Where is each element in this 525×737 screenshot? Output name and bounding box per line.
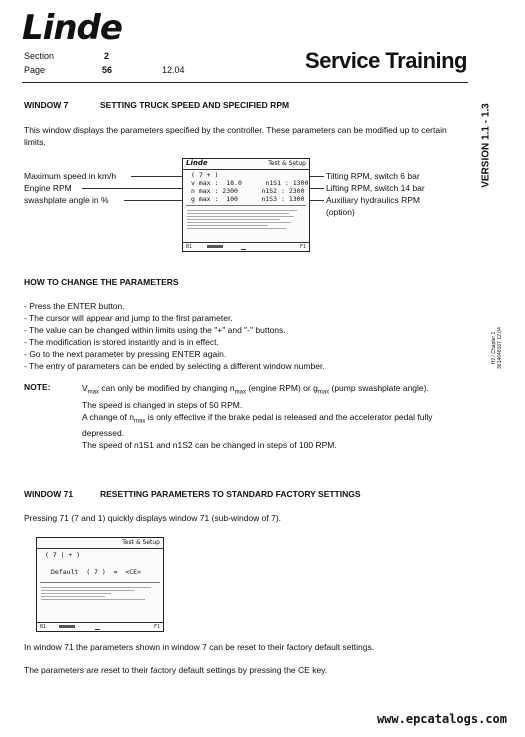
window71-number: WINDOW 71 (24, 489, 74, 499)
status-icon (241, 244, 246, 250)
display-fine-print (187, 208, 303, 231)
display-row: v max : 18.0 n1S1 : 1300 (191, 179, 309, 187)
note-label: NOTE: (24, 382, 51, 392)
list-item: - The modification is stored instantly and is in effect. (24, 337, 219, 347)
window7-title: SETTING TRUCK SPEED AND SPECIFIED RPM (100, 100, 290, 110)
display-footer-right: F1 (299, 244, 306, 250)
window71-para1: In window 71 the parameters shown in window 7 can be reset to their factory default settings. (24, 642, 375, 652)
list-item: - The cursor will appear and jump to the first parameter. (24, 313, 233, 323)
display-logo: Linde (186, 159, 208, 167)
display-mode: Test & Setup (268, 160, 306, 167)
list-item: - Go to the next parameter by pressing ENTER again. (24, 349, 227, 359)
display-footer (37, 622, 163, 631)
display-header (37, 538, 163, 549)
note-line: The speed of n1S1 and n1S2 can be changed in steps of 100 RPM. (82, 440, 337, 451)
label-swashplate-angle: swashplate angle in % (24, 195, 109, 205)
label-lifting-rpm: Lifting RPM, switch 14 bar (326, 183, 425, 193)
display-default-line: Default ( 7 ) = <CE> (51, 568, 142, 576)
note-text (82, 382, 472, 451)
document-reference: H2 / Chapter 1 3614648167 12.04 (491, 327, 503, 369)
change-heading: HOW TO CHANGE THE PARAMETERS (24, 277, 179, 287)
date: 12.04 (162, 65, 185, 75)
display-window-number: ( 7 | + ) (45, 551, 81, 559)
label-max-speed: Maximum speed in km/h (24, 171, 117, 181)
window71-intro: Pressing 71 (7 and 1) quickly displays window 71 (sub-window of 7). (24, 513, 282, 523)
display-fine-print (41, 585, 157, 602)
section-value: 2 (104, 51, 110, 61)
display-divider (40, 582, 160, 583)
leader-line (131, 176, 185, 177)
window71-display (36, 537, 164, 632)
list-item: - The entry of parameters can be ended by selecting a different window number. (24, 361, 325, 371)
display-row: n max : 2300 n1S2 : 2300 (191, 187, 305, 195)
note-line: depressed. (82, 428, 125, 439)
display-footer-left: B1 (186, 244, 193, 250)
display-footer-left: B1 (40, 624, 47, 630)
window7-intro: This window displays the parameters specified by the controller. These parameters can be modified up to certain limits. (24, 125, 447, 147)
battery-icon (59, 625, 75, 628)
display-header (183, 159, 309, 170)
display-mode: Test & Setup (122, 539, 160, 546)
note-line: $V_{max}$ can only be modified by changing $n_{max}$ (engine RPM) or $g_{max}$ (pump swashplate angle). (82, 383, 429, 396)
leader-line (124, 200, 185, 201)
version-label: VERSION 1.1 - 1.3 (480, 103, 492, 188)
window7-display (182, 158, 310, 252)
window7-number: WINDOW 7 (24, 100, 69, 110)
linde-logo: Linde (22, 8, 122, 48)
section-label: Section (24, 51, 55, 61)
label-engine-rpm: Engine RPM (24, 183, 72, 193)
display-footer-right: F1 (153, 624, 160, 630)
service-training-title: Service Training (305, 48, 467, 73)
display-window-number: ( 7 + ) (191, 171, 219, 179)
note-line: The speed is changed in steps of 50 RPM. (82, 399, 243, 410)
leader-line (82, 188, 185, 189)
page-value: 56 (102, 65, 113, 75)
window71-para2: The parameters are reset to their factory default settings by pressing the CE key. (24, 665, 328, 675)
label-tilting-rpm: Tilting RPM, switch 6 bar (326, 171, 420, 181)
display-footer (183, 242, 309, 251)
display-row: g max : 100 n1S3 : 1300 (191, 195, 305, 203)
list-item: - Press the ENTER button. (24, 301, 125, 311)
label-auxiliary-rpm: Auxiliary hydraulics RPM (326, 195, 420, 205)
battery-icon (207, 245, 223, 248)
website-url[interactable]: www.epcatalogs.com (376, 712, 507, 726)
status-icon (95, 624, 100, 630)
list-item: - The value can be changed within limits using the "+" and "-" buttons. (24, 325, 286, 335)
note-line: A change of $n_{max}$ is only effective if the brake pedal is released and the accelerator pedal fully (82, 411, 433, 425)
label-option: (option) (326, 207, 355, 217)
change-steps (24, 300, 470, 372)
window71-title: RESETTING PARAMETERS TO STANDARD FACTORY SETTINGS (100, 489, 361, 499)
display-divider (186, 205, 306, 206)
page-label: Page (24, 65, 46, 75)
header-divider (22, 82, 468, 83)
